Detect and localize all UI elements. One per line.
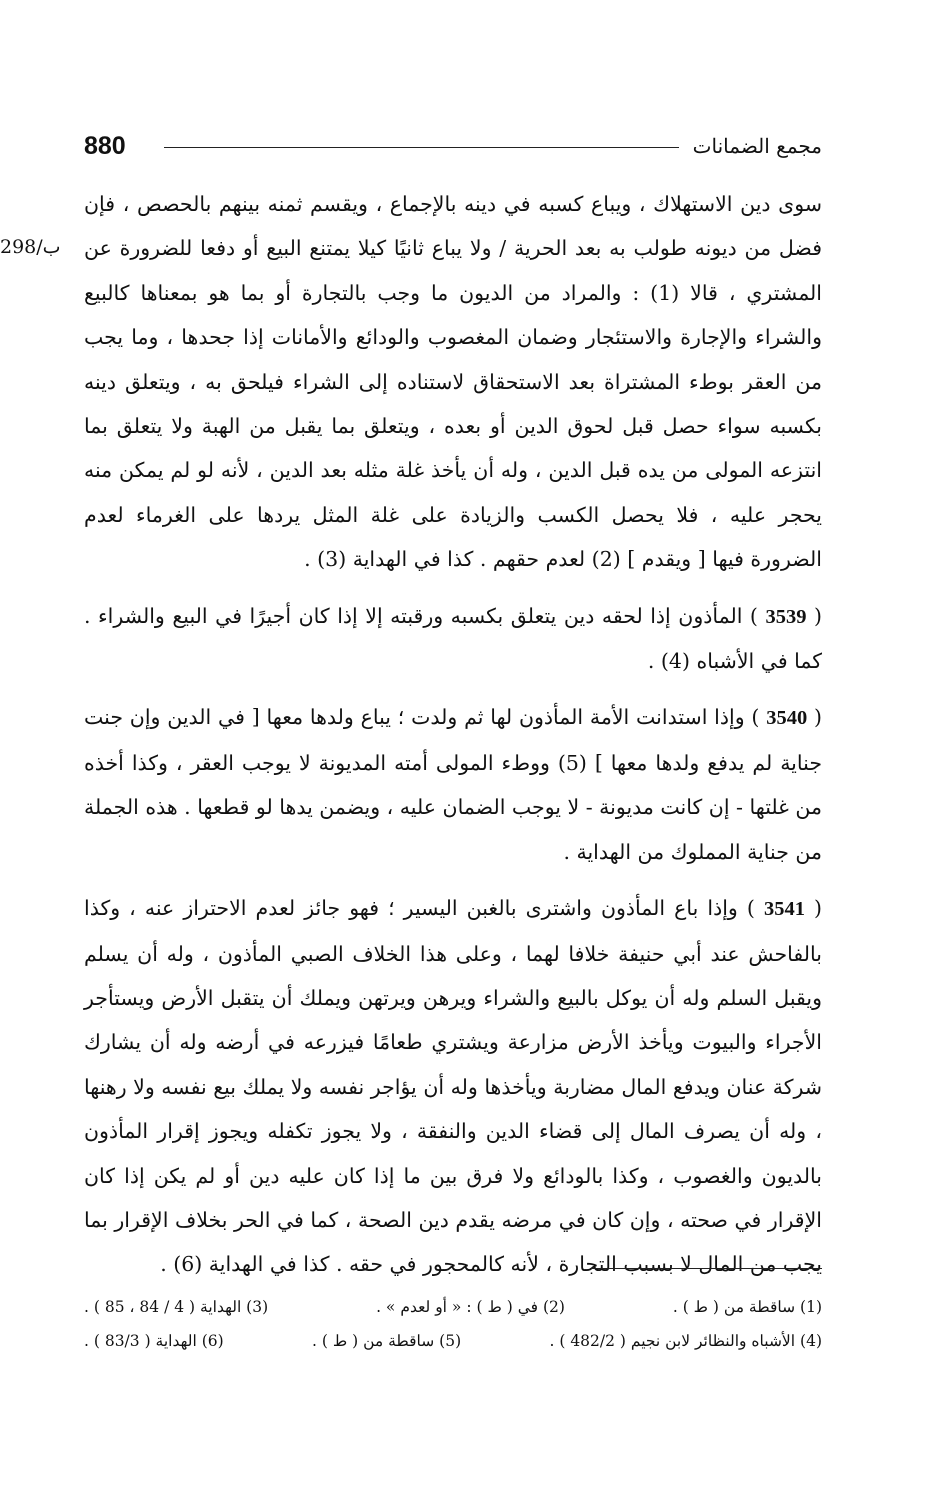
entry-3541: ( 3541 ) وإذا باع المأذون واشترى بالغبن اليسير ؛ فهو جائز لعدم الاحتراز عنه ، وكذا بالفاحش عند أبي حنيفة خلافا لهما ، وعلى هذا الخلاف الصبي المأذون ، وله أن يسلم ويقبل السلم وله أن يوكل بالبيع والشراء ويرهن ويرتهن ويملك أن يتقبل الأرض ويستأجر الأجراء والبيوت ويأخذ الأرض مزارعة ويشتري طعامًا فيزرعه في أرضه وله أن يشارك شركة عنان ويدفع المال مضاربة ويأخذها وله أن يؤاجر نفسه ولا يملك بيع نفسه ولا رهنها ، وله أن يصرف المال إلى قضاء الدين والنفقة ، ولا يجوز تكفله ويجوز إقرار المأذون بالديون والغصوب ، وكذا بالودائع ولا فرق بين ما إذا كان عليه دين أو لم يكن إذا كان الإقرار في صحته ، وإن كان في مرضه يقدم دين الصحة ، كما في الحر بخلاف الإقرار بما يجب من المال لا بسبب التجارة ، لأنه كالمحجور في حقه . كذا في الهداية (6) . xyxy=(84,896,822,1277)
footnote-line xyxy=(84,1290,822,1324)
header-rule xyxy=(164,147,679,148)
margin-folio-note: 298/ب xyxy=(0,236,61,258)
footnotes xyxy=(84,1290,822,1358)
paragraph-continuation: سوى دين الاستهلاك ، ويباع كسبه في دينه بالإجماع ، ويقسم ثمنه بينهم بالحصص ، فإن فضل من ديونه طولب به بعد الحرية / ولا يباع ثانيًا كيلا يمتنع البيع أو دفعا للضرورة عن المشتري ، قالا (1) : والمراد من الديون ما وجب بالتجارة أو بما هو بمعناها كالبيع والشراء والإجارة والاستئجار وضمان المغصوب والودائع والأمانات إذا جحدها ، وما يجب من العقر بوطء المشتراة بعد الاستحقاق لاستناده إلى الشراء فيلحق به ، ويتعلق دينه بكسبه سواء حصل قبل لحوق الدين أو بعده ، ويتعلق بما يقبل من الهبة ولا يتعلق بما انتزعه المولى من يده قبل الدين ، وله أن يأخذ غلة مثله بعد الدين ، لأنه لو لم يمكن منه يحجر عليه ، فلا يحصل الكسب والزيادة على غلة المثل يردها على الغرماء لعدم الضرورة فيها [ ويقدم ] (2) لعدم حقهم . كذا في الهداية (3) . xyxy=(84,192,822,572)
main-text xyxy=(84,182,822,1287)
entry-text: وإذا باع المأذون واشترى بالغبن اليسير ؛ فهو جائز لعدم الاحتراز عنه ، وكذا بالفاحش عند أبي حنيفة خلافا لهما ، وعلى هذا الخلاف الصبي المأذون ، وله أن يسلم ويقبل السلم وله أن يوكل بالبيع والشراء ويرهن ويرتهن ويملك أن يتقبل الأرض ويستأجر الأجراء والبيوت ويأخذ الأرض مزارعة ويشتري طعامًا فيزرعه في أرضه وله أن يشارك شركة عنان ويدفع المال مضاربة ويأخذها وله أن يؤاجر نفسه ولا يملك بيع نفسه ولا رهنها ، وله أن يصرف المال إلى قضاء الدين والنفقة ، ولا يجوز تكفله ويجوز إقرار المأذون بالديون والغصوب ، وكذا بالودائع ولا فرق بين ما إذا كان عليه دين أو لم يكن إذا كان الإقرار في صحته ، وإن كان في مرضه يقدم دين الصحة ، كما في الحر بخلاف الإقرار بما يجب من المال لا بسبب التجارة ، لأنه كالمحجور في حقه . كذا في الهداية (6) . xyxy=(84,896,822,1277)
page-header xyxy=(84,126,822,166)
footnote-4: (4) الأشباه والنظائر لابن نجيم ( 482/2 ) . xyxy=(549,1332,822,1350)
footnote-3: (3) الهداية ( 4 / 84 ، 85 ) . xyxy=(84,1298,269,1316)
footnote-rule xyxy=(590,1268,822,1269)
page-number: 880 xyxy=(84,131,126,160)
entry-text: وإذا استدانت الأمة المأذون لها ثم ولدت ؛ يباع ولدها معها [ في الدين وإن جنت جناية لم يدفع ولدها معها ] (5) ووطء المولى أمته المديونة لا يوجب العقر ، وكذا أخذه من غلتها - إن كانت مديونة - لا يوجب الضمان عليه ، ويضمن يدها لو قطعها . هذه الجملة من جناية المملوك من الهداية . xyxy=(84,705,822,864)
footnote-2: (2) في ( ط ) : « أو لعدم » . xyxy=(376,1298,565,1316)
entry-number: 3539 xyxy=(765,605,807,628)
footnote-line xyxy=(84,1324,822,1358)
entry-text: المأذون إذا لحقه دين يتعلق بكسبه ورقبته إلا إذا كان أجيرًا في البيع والشراء . كما في الأشباه (4) . xyxy=(84,603,822,674)
entry-number: 3540 xyxy=(766,707,808,730)
entry-number: 3541 xyxy=(763,898,805,921)
footnote-6: (6) الهداية ( 83/3 ) . xyxy=(84,1332,224,1350)
footnote-1: (1) ساقطة من ( ط ) . xyxy=(672,1298,822,1316)
footnote-5: (5) ساقطة من ( ط ) . xyxy=(312,1332,462,1350)
running-title: مجمع الضمانات xyxy=(692,134,822,158)
entry-3539: ( 3539 ) المأذون إذا لحقه دين يتعلق بكسبه ورقبته إلا إذا كان أجيرًا في البيع والشراء . كما في الأشباه (4) . xyxy=(84,603,822,674)
entry-3540: ( 3540 ) وإذا استدانت الأمة المأذون لها ثم ولدت ؛ يباع ولدها معها [ في الدين وإن جنت جناية لم يدفع ولدها معها ] (5) ووطء المولى أمته المديونة لا يوجب العقر ، وكذا أخذه من غلتها - إن كانت مديونة - لا يوجب الضمان عليه ، ويضمن يدها لو قطعها . هذه الجملة من جناية المملوك من الهداية . xyxy=(84,705,822,864)
